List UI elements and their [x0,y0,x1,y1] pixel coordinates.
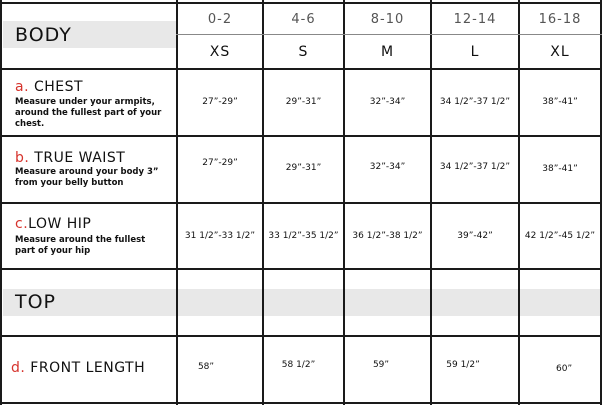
grid-line [0,2,602,4]
chest-value-xs: 27”-29” [202,97,238,107]
chest-value-l: 34 1/2”-37 1/2” [439,97,511,107]
age-header-1: 4-6 [291,12,316,27]
hip-letter: c. [15,216,29,232]
grid-line [0,335,602,337]
hip-row-title [15,216,91,232]
waist-value-xs: 27”-29” [202,158,238,168]
front-length-value-s: 58 1/2” [281,360,316,370]
front-length-row-title [11,360,145,376]
hip-title: LOW HIP [28,216,92,232]
hip-value-l: 39”-42” [457,231,493,241]
chest-row-title [15,79,83,95]
hip-value-xs: 31 1/2”-33 1/2” [184,231,256,241]
grid-line [0,68,602,70]
waist-description: Measure around your body 3” from your belly button [15,167,159,188]
front-length-value-xl: 60” [556,364,573,374]
chest-value-xl: 38”-41” [542,97,578,107]
age-header-4: 16-18 [538,12,582,27]
hip-value-xl: 42 1/2”-45 1/2” [524,231,596,241]
grid-line [0,202,602,204]
front-length-letter: d. [11,360,26,376]
chest-title: CHEST [33,79,84,95]
grid-line [0,402,602,404]
chest-description: Measure under your armpits, around the fullest part of your chest. [15,97,162,129]
body-section-title: BODY [15,24,72,46]
front-length-title: FRONT LENGTH [30,360,146,376]
age-header-0: 0-2 [207,12,233,27]
size-header-xs: XS [209,44,231,60]
grid-line [176,34,602,35]
hip-value-s: 33 1/2”-35 1/2” [268,231,339,241]
size-header-xl: XL [550,44,570,60]
chest-value-s: 29”-31” [285,97,322,107]
age-header-2: 8-10 [370,12,405,27]
size-header-l: L [470,44,480,60]
top-section-title: TOP [15,291,57,313]
front-length-value-xs: 58” [197,362,215,372]
chest-letter: a. [15,79,30,95]
waist-value-xl: 38”-41” [542,164,578,174]
waist-letter: b. [15,150,30,166]
size-header-s: S [298,44,309,60]
hip-value-m: 36 1/2”-38 1/2” [352,231,423,241]
front-length-value-l: 59 1/2” [446,360,480,370]
waist-value-l: 34 1/2”-37 1/2” [439,162,511,172]
waist-row-title [15,150,125,166]
waist-title: TRUE WAIST [34,150,126,166]
front-length-value-m: 59” [372,360,390,370]
waist-value-m: 32”-34” [369,162,406,172]
size-header-m: M [380,44,395,60]
age-header-3: 12-14 [453,12,497,27]
hip-description: Measure around the fullest part of your hip [15,235,146,256]
grid-line [0,135,602,137]
grid-line [0,268,602,270]
waist-value-s: 29”-31” [285,163,322,173]
chest-value-m: 32”-34” [369,97,406,107]
top-section-band [3,289,600,316]
